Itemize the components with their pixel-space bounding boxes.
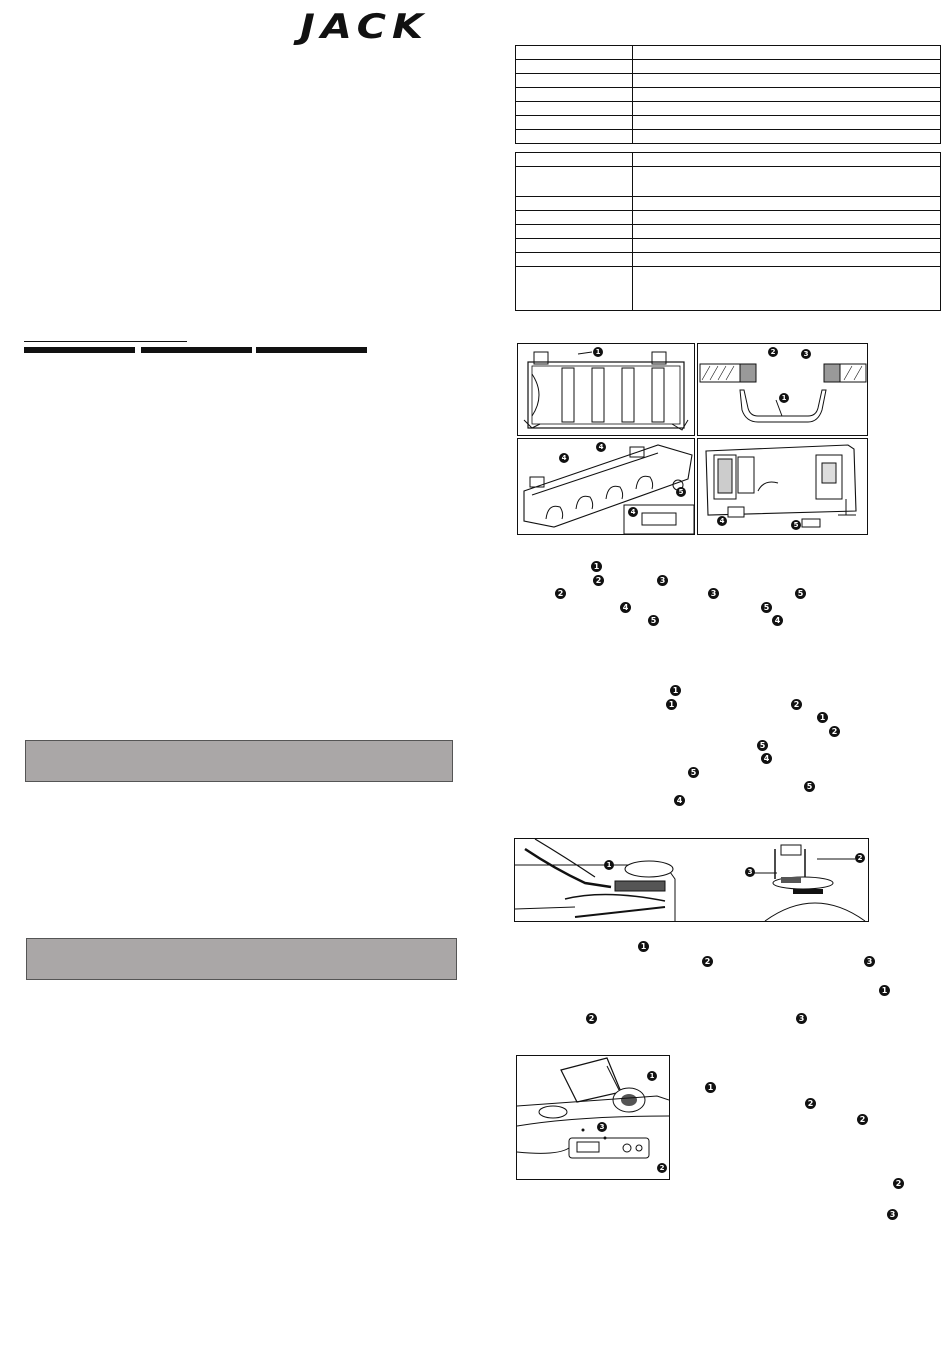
tab-bar-segment-2 — [141, 347, 252, 353]
marker-1: 1 — [647, 1071, 657, 1081]
marker-5: 5 — [757, 740, 768, 751]
marker-5: 5 — [688, 767, 699, 778]
marker-2: 2 — [829, 726, 840, 737]
marker-5: 5 — [676, 487, 686, 497]
marker-2: 2 — [657, 1163, 667, 1173]
marker-2: 2 — [586, 1013, 597, 1024]
marker-1: 1 — [670, 685, 681, 696]
marker-1: 1 — [666, 699, 677, 710]
marker-3: 3 — [657, 575, 668, 586]
marker-2: 2 — [768, 347, 778, 357]
oil-pan-perspective-drawing — [518, 439, 694, 534]
marker-2: 2 — [893, 1178, 904, 1189]
marker-1: 1 — [604, 860, 614, 870]
marker-2: 2 — [805, 1098, 816, 1109]
oil-pan-top-drawing — [518, 344, 694, 435]
table-row — [516, 253, 941, 267]
marker-4: 4 — [628, 507, 638, 517]
table-row — [516, 239, 941, 253]
marker-1: 1 — [879, 985, 890, 996]
table-row — [516, 102, 941, 116]
table-row — [516, 211, 941, 225]
marker-1: 1 — [779, 393, 789, 403]
marker-1: 1 — [817, 712, 828, 723]
belt-installation-drawing — [515, 839, 868, 921]
marker-2: 2 — [857, 1114, 868, 1125]
marker-4: 4 — [559, 453, 569, 463]
table-row — [516, 153, 941, 167]
marker-4: 4 — [772, 615, 783, 626]
marker-1: 1 — [593, 347, 603, 357]
figure-oil-pan-perspective — [517, 438, 695, 535]
marker-5: 5 — [791, 520, 801, 530]
marker-4: 4 — [761, 753, 772, 764]
marker-5: 5 — [761, 602, 772, 613]
marker-2: 2 — [555, 588, 566, 599]
table-row — [516, 60, 941, 74]
marker-3: 3 — [801, 349, 811, 359]
heading-underline — [24, 341, 187, 342]
marker-5: 5 — [648, 615, 659, 626]
marker-3: 3 — [708, 588, 719, 599]
table-row — [516, 74, 941, 88]
marker-4: 4 — [620, 602, 631, 613]
marker-4: 4 — [596, 442, 606, 452]
figure-oil-pan-top — [517, 343, 695, 436]
table-row — [516, 116, 941, 130]
spec-table-1 — [515, 45, 941, 144]
marker-3: 3 — [864, 956, 875, 967]
marker-3: 3 — [796, 1013, 807, 1024]
marker-2: 2 — [791, 699, 802, 710]
table-row — [516, 267, 941, 311]
oil-pan-section-drawing — [698, 344, 867, 435]
table-row — [516, 130, 941, 144]
note-box-1 — [25, 740, 453, 782]
marker-4: 4 — [717, 516, 727, 526]
marker-1: 1 — [591, 561, 602, 572]
marker-2: 2 — [593, 575, 604, 586]
table-row — [516, 225, 941, 239]
logo-text: JACK — [300, 7, 429, 47]
table-row — [516, 88, 941, 102]
marker-3: 3 — [597, 1122, 607, 1132]
table-row — [516, 197, 941, 211]
jack-logo — [300, 7, 462, 47]
tab-bar-segment-3 — [256, 347, 367, 353]
marker-1: 1 — [705, 1082, 716, 1093]
spec-table-2 — [515, 152, 941, 311]
table-row — [516, 167, 941, 197]
marker-3: 3 — [887, 1209, 898, 1220]
note-box-2 — [26, 938, 457, 980]
figure-oil-pan-section — [697, 343, 868, 436]
figure-belt-installation — [514, 838, 869, 922]
table-row — [516, 46, 941, 60]
marker-5: 5 — [804, 781, 815, 792]
marker-2: 2 — [855, 853, 865, 863]
marker-4: 4 — [674, 795, 685, 806]
marker-5: 5 — [795, 588, 806, 599]
marker-3: 3 — [745, 867, 755, 877]
figure-oil-filling — [516, 1055, 670, 1180]
tab-bar-segment-1 — [24, 347, 135, 353]
figure-machine-head — [697, 438, 868, 535]
marker-2: 2 — [702, 956, 713, 967]
marker-1: 1 — [638, 941, 649, 952]
